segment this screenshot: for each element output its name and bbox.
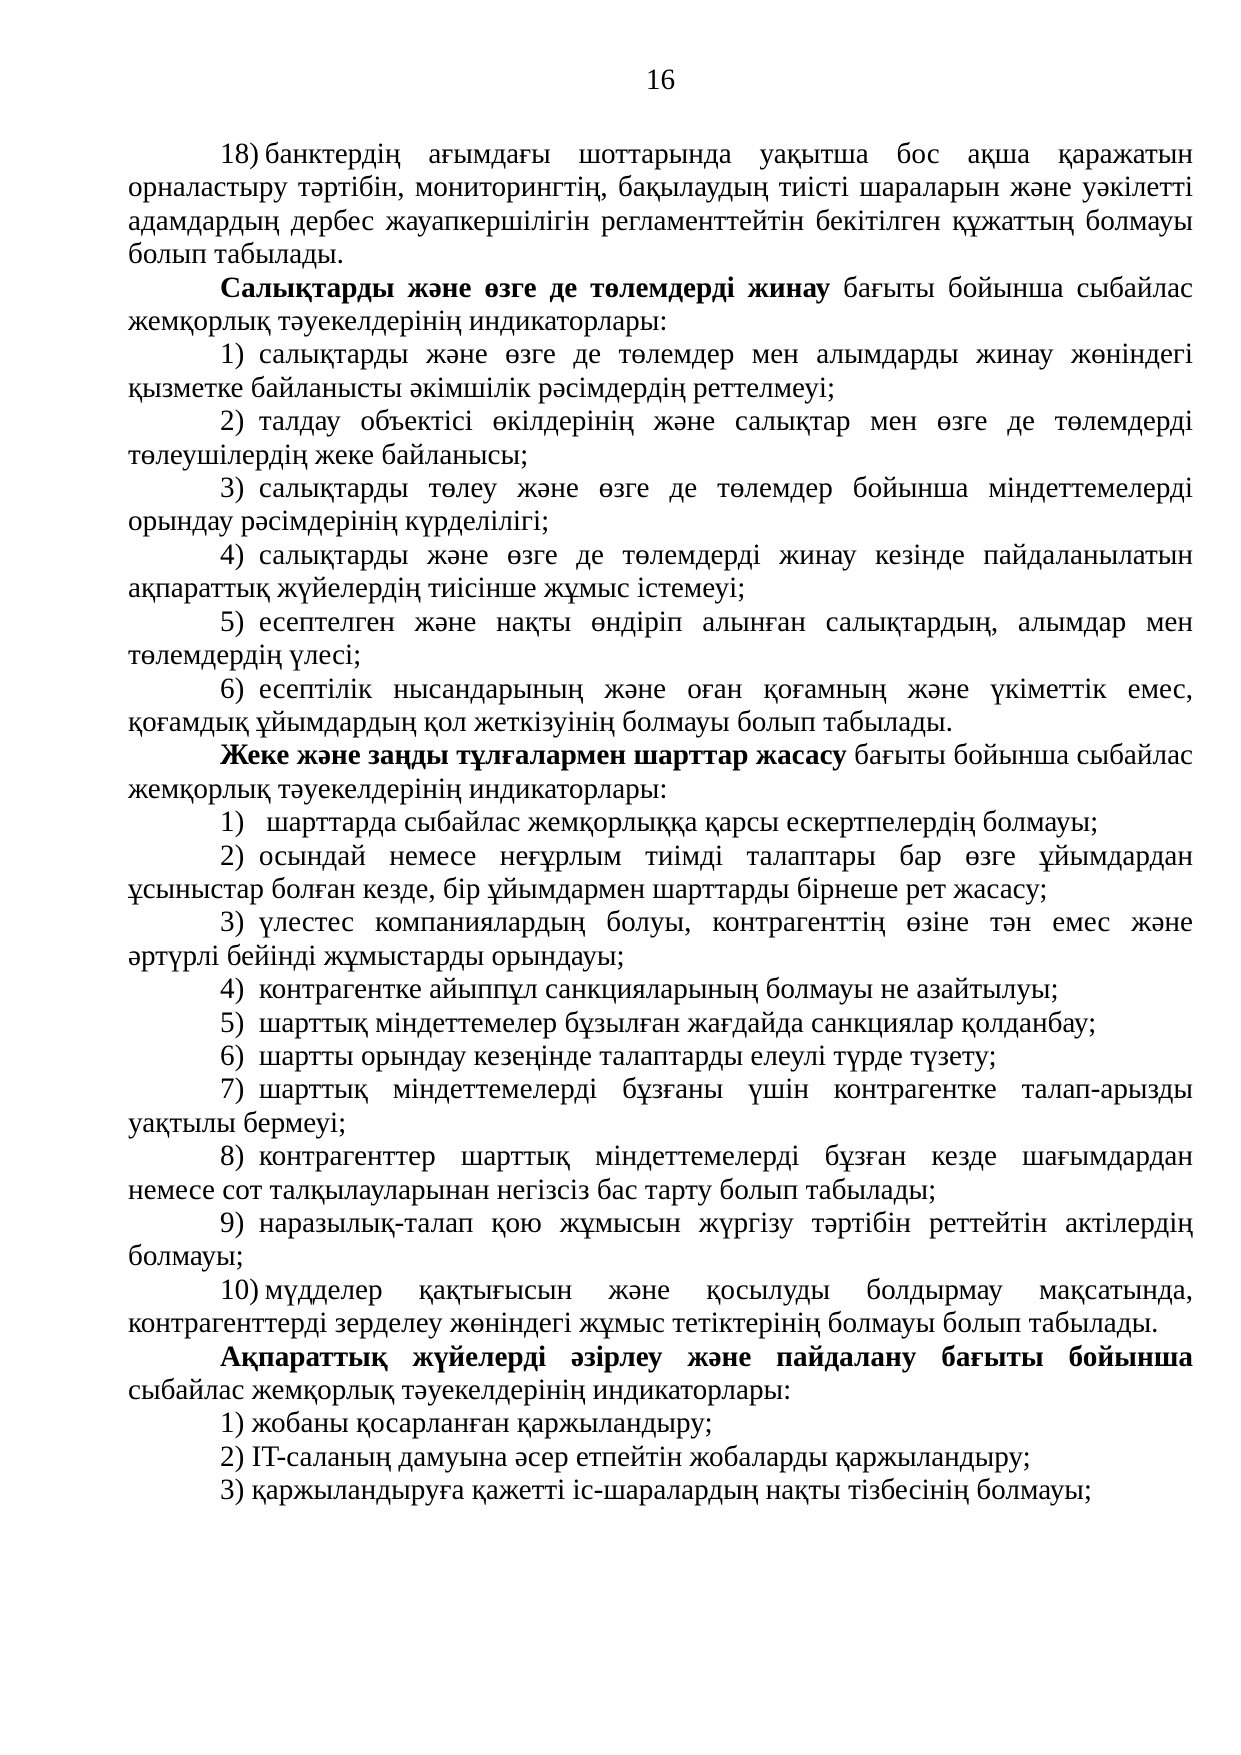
paragraph xyxy=(128,1274,1193,1341)
text-run-bold: Ақпараттық жүйелерді әзірлеу және пайдалану бағыты бойынша xyxy=(220,1340,1193,1373)
page-number: 16 xyxy=(645,64,676,96)
paragraph xyxy=(128,1140,1193,1207)
document-body xyxy=(128,138,1193,1508)
text-run: 8) контрагенттер шарттық міндеттемелерді бұзған кезде шағымдардан немесе сот талқылауларынан негізсіз бас тарту болып табылады; xyxy=(128,1140,1193,1206)
text-run: 1) жобаны қосарланған қаржыландыру; xyxy=(220,1407,713,1440)
paragraph xyxy=(128,906,1193,973)
paragraph xyxy=(128,405,1193,472)
paragraph xyxy=(128,806,1193,839)
text-run: 3) үлестес компаниялардың болуы, контрагенттің өзіне тән емес және әртүрлі бейінді жұмыстарды орындауы; xyxy=(128,906,1193,972)
paragraph xyxy=(128,1407,1193,1440)
text-run: 5) шарттық міндеттемелер бұзылған жағдайда санкциялар қолданбау; xyxy=(220,1006,1097,1039)
paragraph xyxy=(128,1073,1193,1140)
text-run: 5) есептелген және нақты өндіріп алынған салықтардың, алымдар мен төлемдердің үлесі; xyxy=(128,605,1193,672)
paragraph xyxy=(128,138,1193,272)
paragraph xyxy=(128,472,1193,539)
paragraph xyxy=(128,338,1193,405)
text-run: 2) IT-саланың дамуына әсер етпейтін жобаларды қаржыландыру; xyxy=(220,1440,1031,1473)
paragraph xyxy=(128,673,1193,740)
text-run: 4) салықтарды және өзге де төлемдерді жинау кезінде пайдаланылатын ақпараттық жүйелердің тиісінше жұмыс істемеуі; xyxy=(128,538,1193,605)
text-run: бағыты бойынша сыбайлас жемқорлық тәуекелдерінің индикаторлары: xyxy=(128,739,1193,805)
text-run: 6) есептілік нысандарының және оған қоғамның және үкіметтік емес, қоғамдық ұйымдардың қол жеткізуінің болмауы болып табылады. xyxy=(128,672,1193,738)
text-run: 10) мүдделер қақтығысын және қосылуды болдырмау мақсатында, контрагенттерді зерделеу жөніндегі жұмыс тетіктерінің болмауы болып табылады. xyxy=(128,1273,1193,1340)
paragraph xyxy=(128,1474,1193,1507)
text-run: 6) шартты орындау кезеңінде талаптарды елеулі түрде түзету; xyxy=(220,1039,997,1072)
paragraph xyxy=(128,1341,1193,1408)
text-run: 18) банктердің ағымдағы шоттарында уақытша бос ақша қаражатын орналастыру тәртібін, мониторингтің, бақылаудың тиісті шараларын және уәкілетті адамдардың дербес жауапкершілігін регламенттейтін бекітілген құжаттың болмауы болып табылады. xyxy=(128,138,1193,271)
text-run: 7) шарттық міндеттемелерді бұзғаны үшін контрагентке талап-арызды уақтылы бермеуі; xyxy=(128,1073,1193,1139)
paragraph xyxy=(128,1040,1193,1073)
paragraph xyxy=(128,840,1193,907)
text-run: сыбайлас жемқорлық тәуекелдерінің индикаторлары: xyxy=(128,1374,792,1407)
text-run: 3) қаржыландыруға қажетті іс-шаралардың нақты тізбесінің болмауы; xyxy=(220,1474,1093,1507)
paragraph xyxy=(128,1207,1193,1274)
text-run: 3) салықтарды төлеу және өзге де төлемдер бойынша міндеттемелерді орындау рәсімдерінің күрделілігі; xyxy=(128,472,1193,538)
text-run: 1) салықтарды және өзге де төлемдер мен алымдарды жинау жөніндегі қызметке байланысты әкімшілік рәсімдердің реттелмеуі; xyxy=(128,338,1193,404)
paragraph xyxy=(128,539,1193,606)
paragraph xyxy=(128,973,1193,1006)
paragraph xyxy=(128,1007,1193,1040)
text-run: 1) шарттарда сыбайлас жемқорлыққа қарсы ескертпелердің болмауы; xyxy=(220,806,1099,839)
paragraph xyxy=(128,272,1193,339)
text-run: 9) наразылық-талап қою жұмысын жүргізу тәртібін реттейтін актілердің болмауы; xyxy=(128,1207,1193,1273)
text-run: 4) контрагентке айыппұл санкцияларының болмауы не азайтылуы; xyxy=(220,973,1059,1006)
text-run: бағыты бойынша сыбайлас жемқорлық тәуекелдерінің индикаторлары: xyxy=(128,271,1193,338)
text-run: 2) осындай немесе неғұрлым тиімді талаптары бар өзге ұйымдардан ұсыныстар болған кезде, бір ұйымдармен шарттарды бірнеше рет жасасу; xyxy=(128,839,1193,905)
paragraph xyxy=(128,606,1193,673)
text-run-bold: Салықтарды және өзге де төлемдерді жинау xyxy=(220,271,831,304)
paragraph xyxy=(128,1441,1193,1474)
paragraph xyxy=(128,739,1193,806)
text-run-bold: Жеке және заңды тұлғалармен шарттар жасасу xyxy=(220,739,847,772)
text-run: 2) талдау объектісі өкілдерінің және салықтар мен өзге де төлемдерді төлеушілердің жеке байланысы; xyxy=(128,405,1193,471)
